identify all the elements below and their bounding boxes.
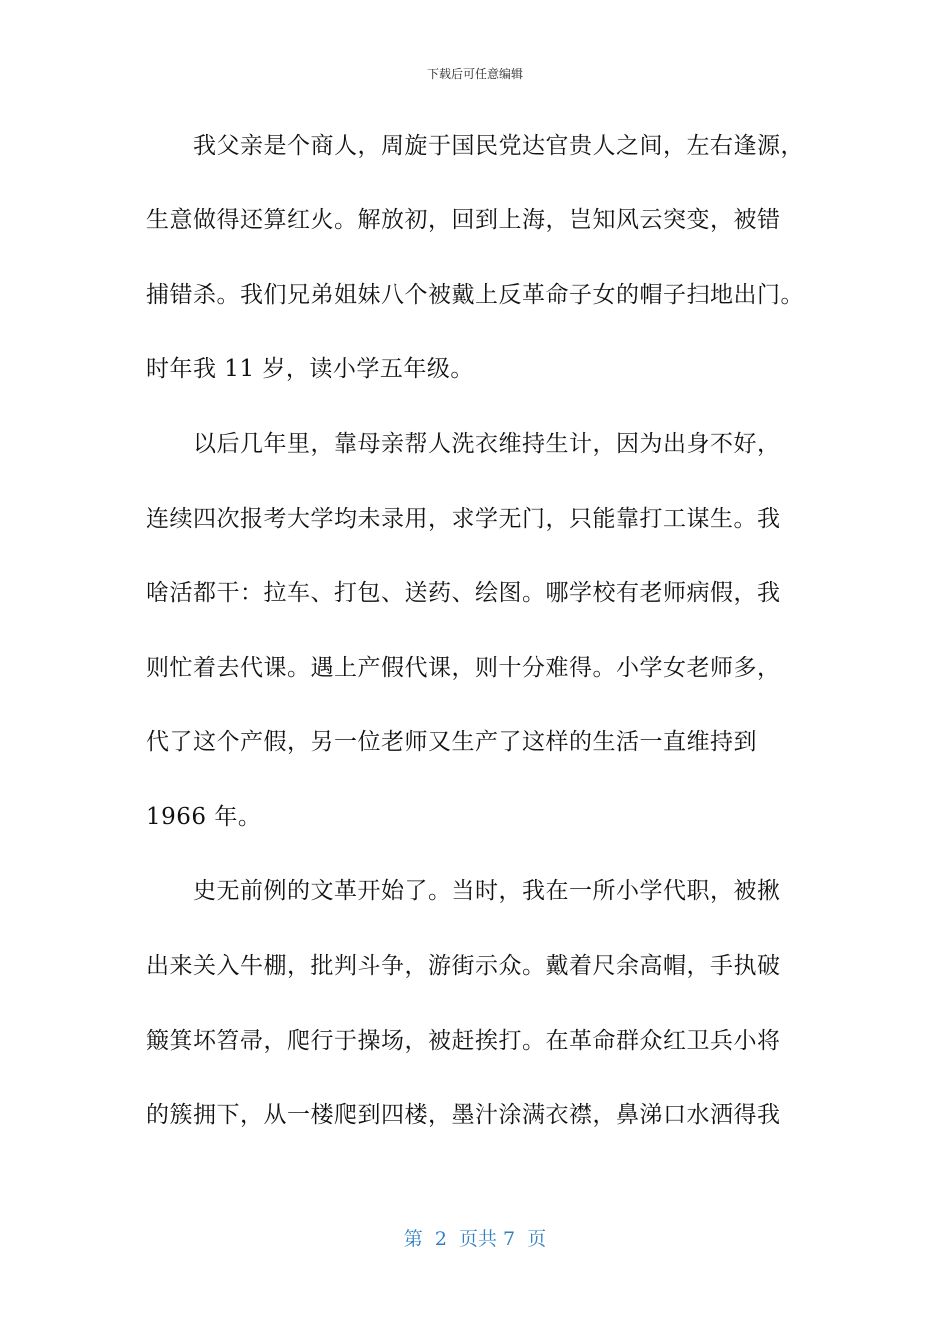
paragraph-line: 则忙着去代课。遇上产假代课，则十分难得。小学女老师多， [146, 655, 781, 681]
paragraph-line: 以后几年里，靠母亲帮人洗衣维持生计，因为出身不好， [193, 431, 781, 457]
paragraph-line: 生意做得还算红火。解放初，回到上海，岂知风云突变，被错 [146, 207, 781, 233]
paragraph-line: 的簇拥下，从一楼爬到四楼，墨汁涂满衣襟，鼻涕口水洒得我 [146, 1102, 781, 1128]
paragraph-line: 我父亲是个商人，周旋于国民党达官贵人之间，左右逢源， [193, 133, 804, 159]
paragraph-line: 史无前例的文革开始了。当时，我在一所小学代职，被揪 [193, 878, 781, 904]
paragraph-line: 代了这个产假，另一位老师又生产了这样的生活一直维持到 [146, 729, 757, 755]
page-header: 下载后可任意编辑 [426, 67, 523, 81]
paragraph-line: 时年我 11 岁，读小学五年级。 [146, 356, 474, 382]
paragraph-line: 连续四次报考大学均未录用，求学无门，只能靠打工谋生。我 [146, 506, 781, 532]
paragraph-line: 啥活都干：拉车、打包、送药、绘图。哪学校有老师病假，我 [146, 580, 781, 606]
paragraph-line: 捕错杀。我们兄弟姐妹八个被戴上反革命子女的帽子扫地出门。 [146, 282, 804, 308]
paragraph-line: 簸箕坏笤帚，爬行于操场，被赶挨打。在革命群众红卫兵小将 [146, 1028, 781, 1054]
page-footer: 第 2 页共 7 页 [403, 1228, 547, 1250]
paragraph-line: 1966 年。 [146, 804, 262, 830]
paragraph-line: 出来关入牛棚，批判斗争，游街示众。戴着尺余高帽，手执破 [146, 953, 781, 979]
